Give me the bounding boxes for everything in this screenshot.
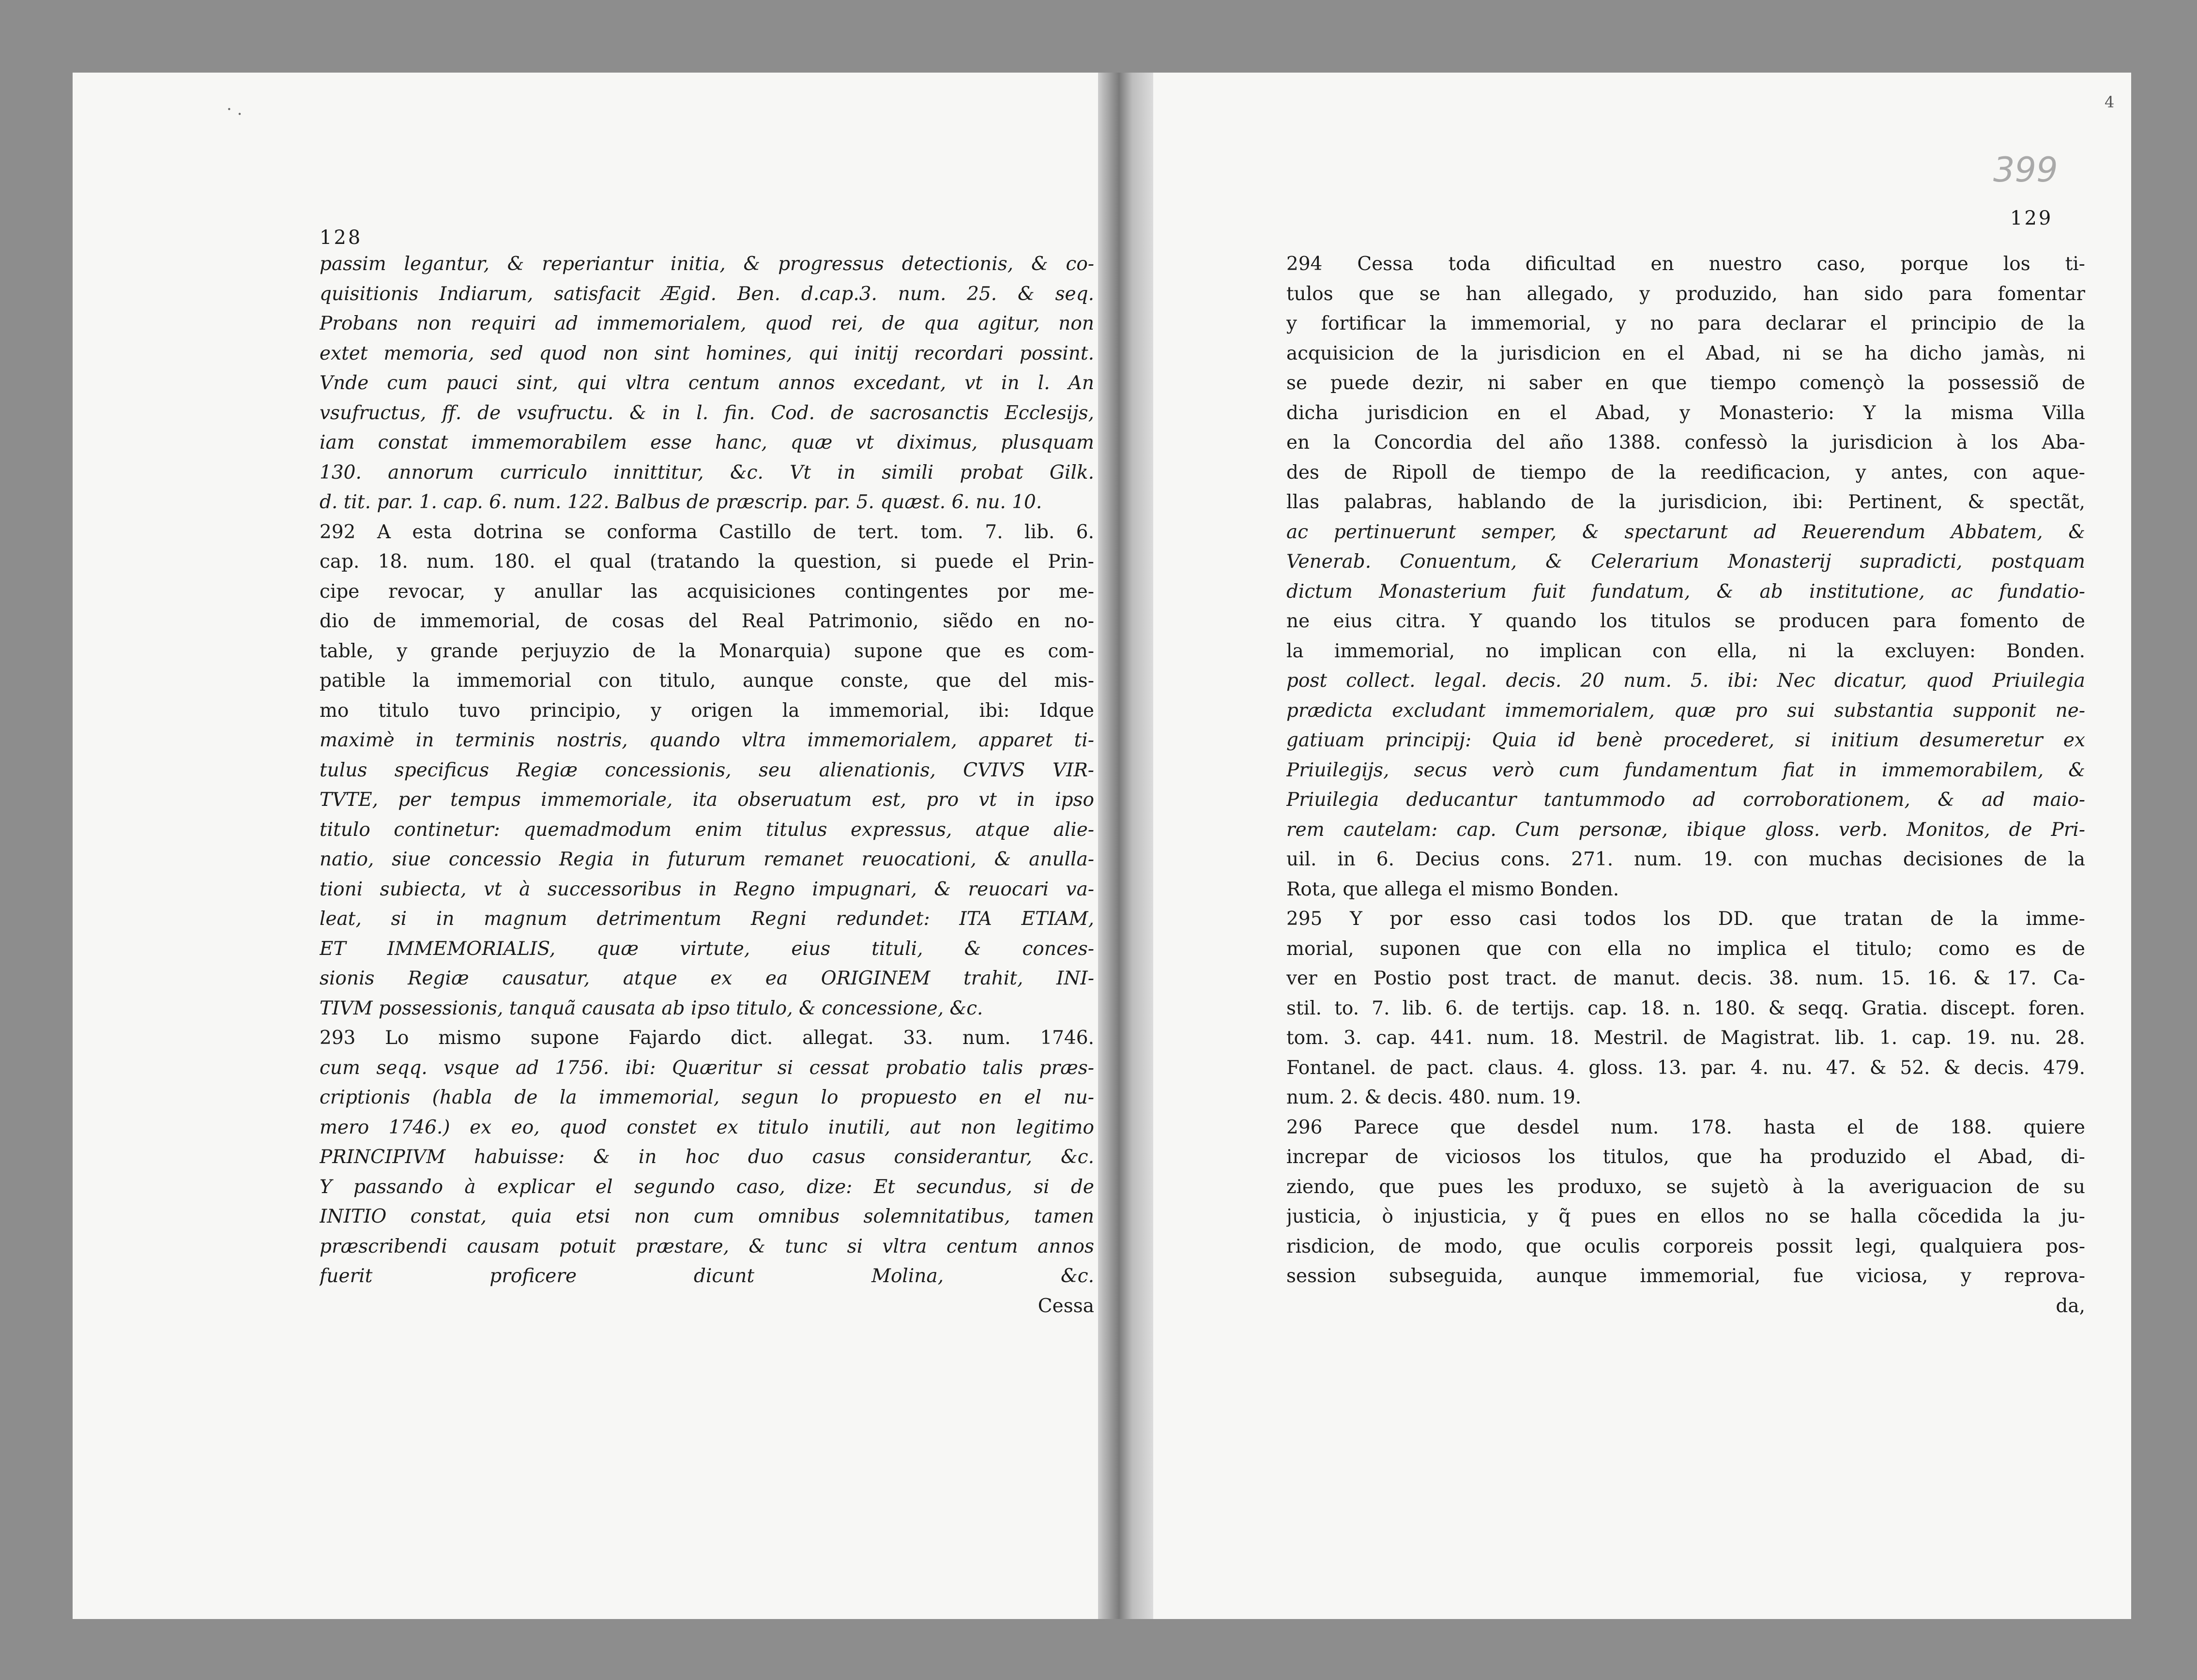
text-line: uil. in 6. Decius cons. 271. num. 19. con muchas decisiones de la (1286, 848, 2085, 870)
text-line: dictum Monasterium fuit fundatum, & ab institutione, ac fundatio- (1286, 580, 2085, 603)
book-gutter (1098, 73, 1153, 1619)
text-line: 294 Cessa toda dificultad en nuestro caso, porque los ti- (1286, 253, 2085, 275)
text-line: cap. 18. num. 180. el qual (tratando la question, si puede el Prin- (320, 551, 1094, 573)
text-line: ne eius citra. Y quando los titulos se producen para fomento de (1286, 610, 2085, 632)
text-line: en la Concordia del año 1388. confessò la jurisdicion à los Aba- (1286, 432, 2085, 454)
text-line: Probans non requiri ad immemorialem, quod rei, de qua agitur, non (320, 313, 1094, 334)
text-line: risdicion, de modo, que oculis corporeis possit legi, qualquiera pos- (1286, 1235, 2085, 1257)
text-line: ziendo, que pues les produxo, se sujetò à la averiguacion de su (1286, 1176, 2085, 1198)
text-line: des de Ripoll de tiempo de la reedificacion, y antes, con aque- (1286, 461, 2085, 484)
text-line: 296 Parece que desdel num. 178. hasta el de 188. quiere (1286, 1116, 2085, 1138)
page-number-left: 128 (320, 227, 363, 249)
text-line: ver en Postio post tract. de manut. decis. 38. num. 15. 16. & 17. Ca- (1286, 968, 2085, 989)
text-line: vsufructus, ff. de vsufructu. & in l. fin. Cod. de sacrosanctis Ecclesijs, (320, 402, 1094, 424)
left-page-text (320, 249, 1094, 1321)
text-line: increpar de viciosos los titulos, que ha produzido el Abad, di- (1286, 1146, 2085, 1168)
right-page-text (1286, 249, 2085, 1321)
text-line: prædicta excludant immemorialem, quæ pro sui substantia supponit ne- (1286, 699, 2085, 722)
text-line: Fontanel. de pact. claus. 4. gloss. 13. par. 4. nu. 47. & 52. & decis. 479. (1286, 1057, 2085, 1079)
text-line: tulus specificus Regiæ concessionis, seu alienationis, CVIVS VIR- (320, 759, 1094, 781)
text-line: ac pertinuerunt semper, & spectarunt ad Reuerendum Abbatem, & (1286, 521, 2085, 543)
left-page (73, 73, 1098, 1619)
right-page (1153, 73, 2131, 1619)
text-line: 295 Y por esso casi todos los DD. que tratan de la imme- (1286, 908, 2085, 930)
text-line: passim legantur, & reperiantur initia, & progressus detectionis, & co- (320, 253, 1094, 275)
text-line: fuerit proficere dicunt Molina, &c. (320, 1265, 1094, 1287)
text-line: patible la immemorial con titulo, aunque conste, que del mis- (320, 670, 1094, 692)
text-line: stil. to. 7. lib. 6. de tertijs. cap. 18. n. 180. & seqq. Gratia. discept. foren. (1286, 997, 2085, 1019)
text-line: ET IMMEMORIALIS, quæ virtute, eius tituli, & conces- (320, 938, 1094, 960)
text-line: extet memoria, sed quod non sint homines, qui initij recordari possint. (320, 342, 1094, 364)
text-line: mo titulo tuvo principio, y origen la immemorial, ibi: Idque (320, 699, 1094, 722)
text-line: titulo continetur: quemadmodum enim titulus expressus, atque alie- (320, 818, 1094, 841)
text-line: Cessa (1037, 1295, 1094, 1317)
text-line: Priuilegia deducantur tantummodo ad corroborationem, & ad maio- (1286, 789, 2085, 811)
text-line: cipe revocar, y anullar las acquisiciones contingentes por me- (320, 580, 1094, 603)
text-line: præscribendi causam potuit præstare, & tunc si vltra centum annos (320, 1235, 1094, 1257)
text-line: iam constat immemorabilem esse hanc, quæ vt diximus, plusquam (320, 432, 1094, 454)
edge-mark: 4 (2105, 93, 2115, 111)
text-line: Venerab. Conuentum, & Celerarium Monasterij supradicti, postquam (1286, 551, 2085, 573)
text-line: dicha jurisdicion en el Abad, y Monasterio: Y la misma Villa (1286, 402, 2085, 424)
text-line: d. tit. par. 1. cap. 6. num. 122. Balbus de præscrip. par. 5. quæst. 6. nu. 10. (320, 491, 1042, 513)
text-line: tom. 3. cap. 441. num. 18. Mestril. de Magistrat. lib. 1. cap. 19. nu. 28. (1286, 1027, 2085, 1049)
book-spread (73, 73, 2131, 1619)
text-line: post collect. legal. decis. 20 num. 5. ibi: Nec dicatur, quod Priuilegia (1286, 670, 2085, 692)
text-line: da, (2056, 1295, 2085, 1317)
text-line: criptionis (habla de la immemorial, segun lo propuesto en el nu- (320, 1087, 1094, 1108)
text-line: TVTE, per tempus immemoriale, ita obseruatum est, pro vt in ipso (320, 789, 1094, 811)
text-line: leat, si in magnum detrimentum Regni redundet: ITA ETIAM, (320, 908, 1094, 930)
pencil-folio-number: 399 (1993, 150, 2058, 190)
text-line: y fortificar la immemorial, y no para declarar el principio de la (1286, 313, 2085, 334)
text-line: sionis Regiæ causatur, atque ex ea ORIGINEM trahit, INI- (320, 968, 1094, 989)
text-line: llas palabras, hablando de la jurisdicion, ibi: Pertinent, & spectãt, (1286, 491, 2085, 513)
text-line: tioni subiecta, vt à successoribus in Regno impugnari, & reuocari va- (320, 878, 1094, 900)
text-line: tulos que se han allegado, y produzido, han sido para fomentar (1286, 283, 2085, 305)
text-line: INITIO constat, quia etsi non cum omnibus solemnitatibus, tamen (320, 1206, 1094, 1227)
text-line: table, y grande perjuyzio de la Monarquia) supone que es com- (320, 640, 1094, 662)
text-line: acquisicion de la jurisdicion en el Abad, ni se ha dicho jamàs, ni (1286, 342, 2085, 364)
text-line: mero 1746.) ex eo, quod constet ex titulo inutili, aut non legitimo (320, 1116, 1094, 1138)
text-line: maximè in terminis nostris, quando vltra immemorialem, apparet ti- (320, 729, 1094, 751)
text-line: justicia, ò injusticia, y q̃ pues en ellos no se halla cõcedida la ju- (1286, 1206, 2085, 1227)
page-number-right: 129 (2010, 207, 2053, 229)
text-line: num. 2. & decis. 480. num. 19. (1286, 1087, 1582, 1108)
margin-mark: · . (227, 100, 243, 119)
text-line: TIVM possessionis, tanquã causata ab ipso titulo, & concessione, &c. (320, 997, 983, 1019)
text-line: Vnde cum pauci sint, qui vltra centum annos excedant, vt in l. An (320, 372, 1094, 394)
text-line: dio de immemorial, de cosas del Real Patrimonio, siẽdo en no- (320, 610, 1094, 632)
text-line: Y passando à explicar el segundo caso, dize: Et secundus, si de (320, 1176, 1094, 1198)
text-line: Priuilegijs, secus verò cum fundamentum fiat in immemorabilem, & (1286, 759, 2085, 781)
text-line: se puede dezir, ni saber en que tiempo començò la possessiõ de (1286, 372, 2085, 394)
text-line: morial, suponen que con ella no implica el titulo; como es de (1286, 938, 2085, 960)
text-line: Rota, que allega el mismo Bonden. (1286, 878, 1619, 900)
text-line: quisitionis Indiarum, satisfacit Ægid. Ben. d.cap.3. num. 25. & seq. (320, 283, 1094, 305)
text-line: 130. annorum curriculo innittitur, &c. Vt in simili probat Gilk. (320, 461, 1094, 484)
text-line: rem cautelam: cap. Cum personæ, ibique gloss. verb. Monitos, de Pri- (1286, 818, 2085, 841)
text-line: PRINCIPIVM habuisse: & in hoc duo casus considerantur, &c. (320, 1146, 1094, 1168)
text-line: gatiuam principij: Quia id benè procederet, si initium desumeretur ex (1286, 729, 2085, 751)
text-line: 293 Lo mismo supone Fajardo dict. allegat. 33. num. 1746. (320, 1027, 1094, 1049)
text-line: 292 A esta dotrina se conforma Castillo de tert. tom. 7. lib. 6. (320, 521, 1094, 543)
text-line: natio, siue concessio Regia in futurum remanet reuocationi, & anulla- (320, 848, 1094, 870)
text-line: session subseguida, aunque immemorial, fue viciosa, y reprova- (1286, 1265, 2085, 1287)
text-line: la immemorial, no implican con ella, ni la excluyen: Bonden. (1286, 640, 2085, 662)
text-line: cum seqq. vsque ad 1756. ibi: Quæritur si cessat probatio talis præs- (320, 1057, 1094, 1079)
